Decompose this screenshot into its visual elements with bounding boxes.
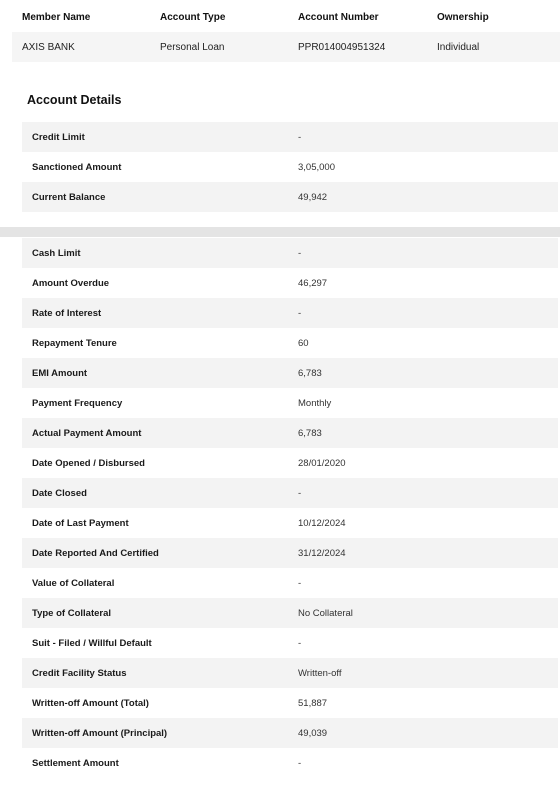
account-details-table-top [22,122,558,230]
detail-row [22,298,558,328]
detail-row [22,418,558,448]
account-table-header [0,0,560,32]
detail-value: 46,297 [298,278,328,289]
header-account-number: Account Number [298,12,379,23]
detail-value: 3,05,000 [298,162,335,173]
member-name-value: AXIS BANK [22,42,75,53]
detail-label: Written-off Amount (Total) [32,698,149,709]
detail-value: 49,039 [298,728,328,739]
detail-value: Written-off [298,668,342,679]
detail-label: Actual Payment Amount [32,428,142,439]
detail-row [22,238,558,268]
detail-row [22,718,558,748]
detail-label: Amount Overdue [32,278,110,289]
detail-value: 6,783 [298,368,322,379]
detail-row [22,388,558,418]
header-account-type: Account Type [160,12,226,23]
detail-label: Value of Collateral [32,578,115,589]
detail-label: Current Balance [32,192,106,203]
detail-row [22,268,558,298]
detail-value: No Collateral [298,608,353,619]
detail-value: 51,887 [298,698,328,709]
detail-label: EMI Amount [32,368,88,379]
detail-label: Repayment Tenure [32,338,117,349]
detail-label: Suit - Filed / Willful Default [32,638,152,649]
detail-label: Date Closed [32,488,87,499]
detail-label: Sanctioned Amount [32,162,122,173]
header-member-name: Member Name [22,12,91,23]
detail-value: 60 [298,338,309,349]
account-type-value: Personal Loan [160,42,225,53]
detail-label: Credit Facility Status [32,668,127,679]
detail-value: 28/01/2020 [298,458,346,469]
detail-value: - [298,758,302,769]
detail-row [22,568,558,598]
page-break-divider [0,227,560,237]
detail-row [22,152,558,182]
detail-row [22,658,558,688]
detail-value: 10/12/2024 [298,518,346,529]
detail-label: Credit Limit [32,132,85,143]
detail-label: Payment Frequency [32,398,123,409]
detail-label: Date of Last Payment [32,518,129,529]
account-details-title: Account Details [27,93,122,107]
detail-row [22,122,558,152]
detail-row [22,448,558,478]
detail-value: 49,942 [298,192,328,203]
detail-row [22,628,558,658]
detail-row [22,182,558,212]
detail-value: - [298,308,302,319]
detail-label: Settlement Amount [32,758,119,769]
detail-value: - [298,638,302,649]
detail-value: 6,783 [298,428,322,439]
account-number-value: PPR014004951324 [298,42,386,53]
detail-row [22,478,558,508]
detail-row [22,538,558,568]
detail-row [22,328,558,358]
account-details-table-bottom [22,238,558,778]
ownership-value: Individual [437,42,480,53]
detail-value: Monthly [298,398,332,409]
detail-label: Rate of Interest [32,308,102,319]
detail-row [22,598,558,628]
detail-value: - [298,578,302,589]
detail-row [22,748,558,778]
detail-row [22,688,558,718]
detail-label: Cash Limit [32,248,81,259]
detail-value: - [298,488,302,499]
detail-label: Date Reported And Certified [32,548,159,559]
detail-label: Type of Collateral [32,608,112,619]
detail-value: - [298,248,302,259]
detail-row [22,508,558,538]
detail-value: 31/12/2024 [298,548,346,559]
detail-value: - [298,132,302,143]
detail-label: Written-off Amount (Principal) [32,728,168,739]
account-summary-row [12,32,560,62]
detail-label: Date Opened / Disbursed [32,458,145,469]
header-ownership: Ownership [437,12,489,23]
detail-row [22,358,558,388]
